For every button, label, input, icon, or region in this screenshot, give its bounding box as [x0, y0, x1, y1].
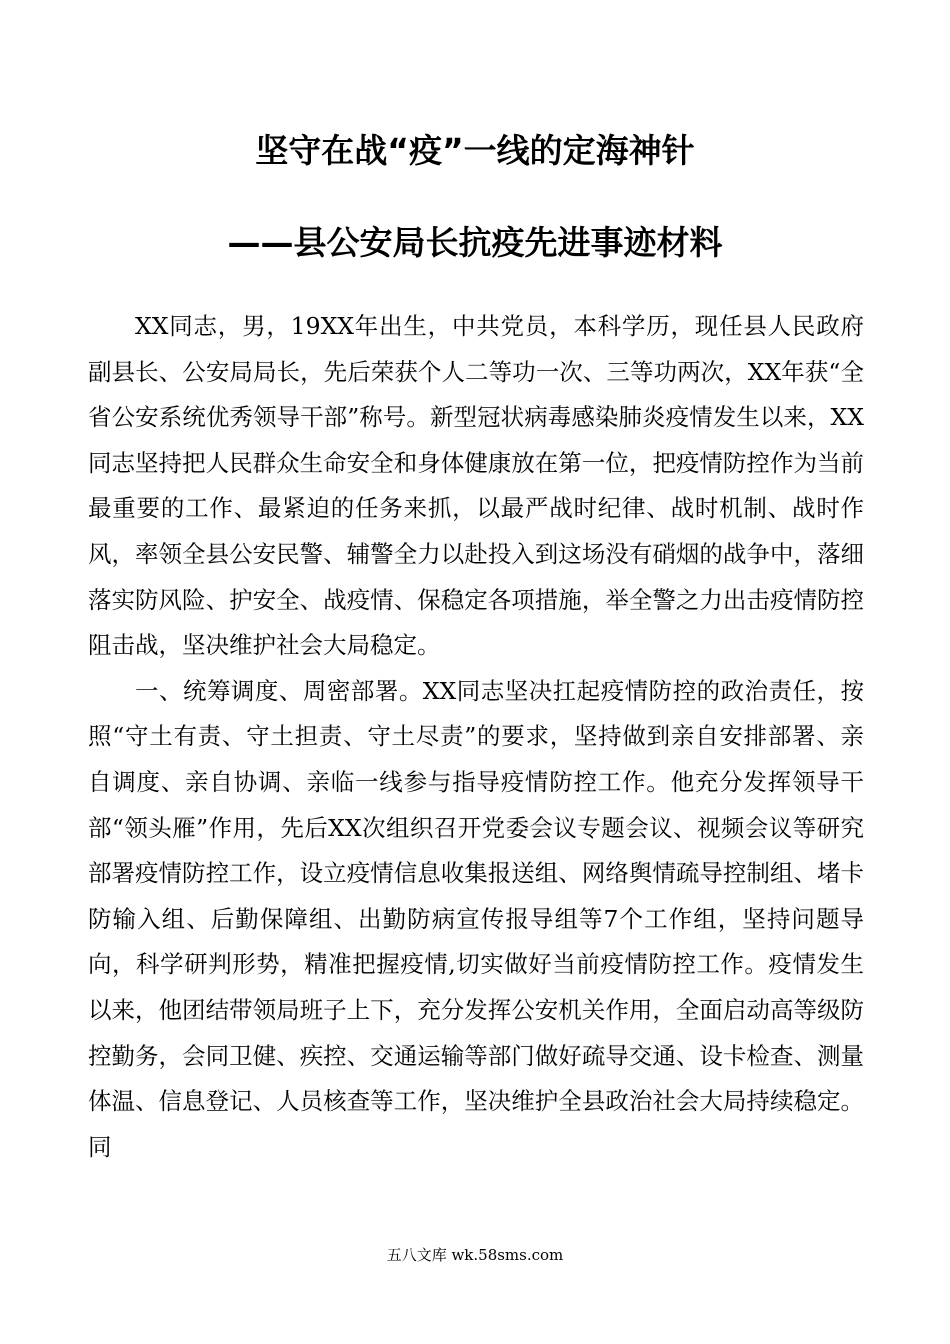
document-title: 坚守在战“疫”一线的定海神针	[255, 131, 695, 170]
footer-watermark: 五八文库 wk.58sms.com	[386, 1246, 564, 1264]
document-body	[88, 304, 864, 1170]
paragraph-intro: XX同志，男，19XX年出生，中共党员，本科学历，现任县人民政府副县长、公安局局长，先后荣获个人二等功一次、三等功两次，XX年获“全省公安系统优秀领导干部”称号。新型冠状病毒感染肺炎疫情发生以来，XX同志坚持把人民群众生命安全和身体健康放在第一位，把疫情防控作为当前最重要的工作、最紧迫的任务来抓，以最严战时纪律、战时机制、战时作风，率领全县公安民警、辅警全力以赴投入到这场没有硝烟的战争中，落细落实防风险、护安全、战疫情、保稳定各项措施，举全警之力出击疫情防控阻击战，坚决维护社会大局稳定。	[88, 312, 864, 660]
paragraph-section-one: 一、统筹调度、周密部署。XX同志坚决扛起疫情防控的政治责任，按照“守土有责、守土担责、守土尽责”的要求，坚持做到亲自安排部署、亲自调度、亲自协调、亲临一线参与指导疫情防控工作。他充分发挥领导干部“领头雁”作用，先后XX次组织召开党委会议专题会议、视频会议等研究部署疫情防控工作，设立疫情信息收集报送组、网络舆情疏导控制组、堵卡防输入组、后勤保障组、出勤防病宣传报导组等7个工作组，坚持问题导向，科学研判形势，精准把握疫情,切实做好当前疫情防控工作。疫情发生以来，他团结带领局班子上下，充分发挥公安机关作用，全面启动高等级防控勤务，会同卫健、疾控、交通运输等部门做好疏导交通、设卡检查、测量体温、信息登记、人员核查等工作，坚决维护全县政治社会大局持续稳定。同	[88, 676, 864, 1161]
document-subtitle: ——县公安局长抗疫先进事迹材料	[227, 223, 723, 262]
